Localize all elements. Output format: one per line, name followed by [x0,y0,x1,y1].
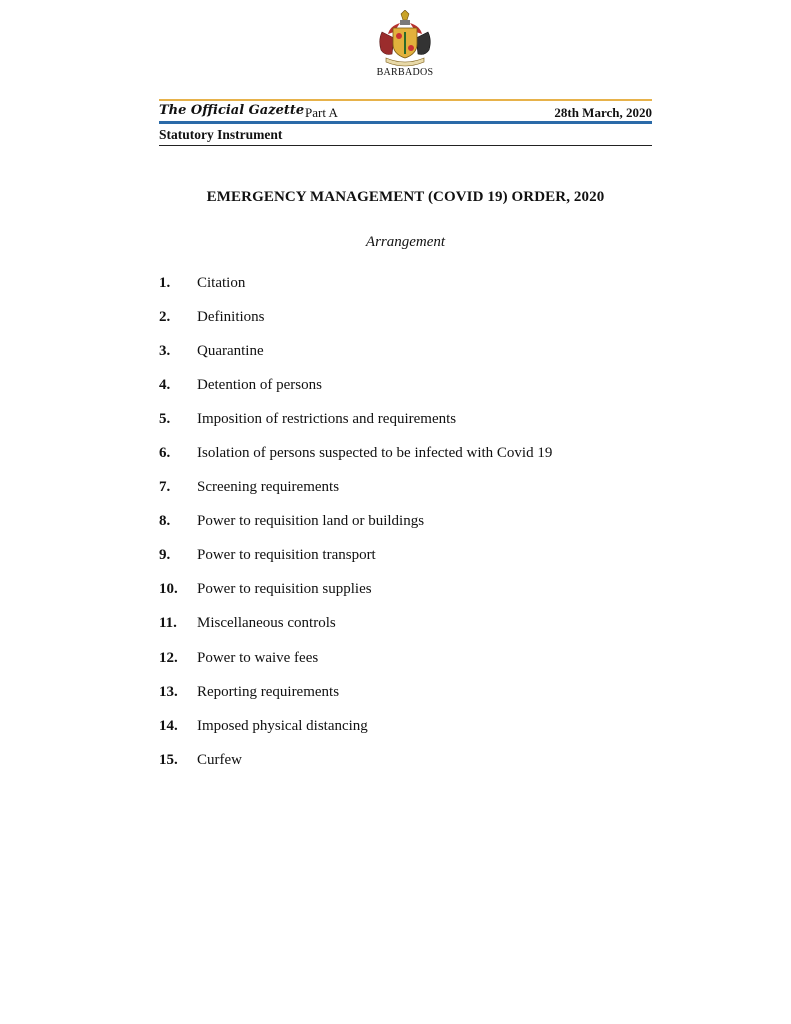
item-text: Power to requisition land or buildings [197,513,425,530]
list-item [159,471,552,505]
item-text: Imposed physical distancing [197,717,368,734]
list-item [159,607,552,641]
item-text: Screening requirements [197,479,340,496]
document-title: EMERGENCY MANAGEMENT (COVID 19) ORDER, 2020 [206,189,605,205]
coat-of-arms-icon [374,10,436,68]
item-text: Power to requisition transport [197,547,376,564]
list-item [159,300,552,334]
item-number: 3. [159,342,171,359]
item-text: Definitions [197,308,265,325]
item-text: Miscellaneous controls [197,615,336,632]
gazette-date: 28th March, 2020 [554,105,652,120]
list-item [159,539,552,573]
item-text: Quarantine [197,342,264,359]
arrangement-list [159,266,552,777]
item-text: Power to requisition supplies [197,581,372,598]
item-number: 14. [159,717,178,734]
blue-divider [159,121,652,124]
item-number: 2. [159,308,171,325]
item-text: Isolation of persons suspected to be infected with Covid 19 [197,445,553,462]
country-label: BARBADOS [376,67,434,78]
gold-divider [159,99,652,101]
item-text: Curfew [197,751,242,768]
item-number: 15. [159,751,178,768]
item-number: 10. [159,581,178,598]
list-item [159,709,552,743]
item-text: Power to waive fees [197,649,319,666]
list-item [159,266,552,300]
list-item [159,743,552,777]
item-number: 1. [159,274,171,291]
list-item [159,675,552,709]
list-item [159,334,552,368]
item-text: Reporting requirements [197,683,340,700]
item-text: Detention of persons [197,376,322,393]
item-number: 7. [159,479,171,496]
item-number: 11. [159,615,177,632]
item-number: 9. [159,547,171,564]
item-number: 13. [159,683,178,700]
item-number: 4. [159,376,171,393]
item-text: Citation [197,274,246,291]
list-item [159,505,552,539]
section-label: Statutory Instrument [159,127,283,142]
gazette-part: Part A [305,105,338,120]
item-number: 8. [159,513,171,530]
item-number: 5. [159,410,171,427]
list-item [159,402,552,436]
item-number: 6. [159,445,171,462]
item-number: 12. [159,649,178,666]
black-divider [159,145,652,146]
list-item [159,368,552,402]
arrangement-heading: Arrangement [365,234,446,250]
list-item [159,573,552,607]
item-text: Imposition of restrictions and requirements [197,410,457,427]
gazette-name: The Official Gazette [159,103,305,118]
list-item [159,436,552,470]
list-item [159,641,552,675]
